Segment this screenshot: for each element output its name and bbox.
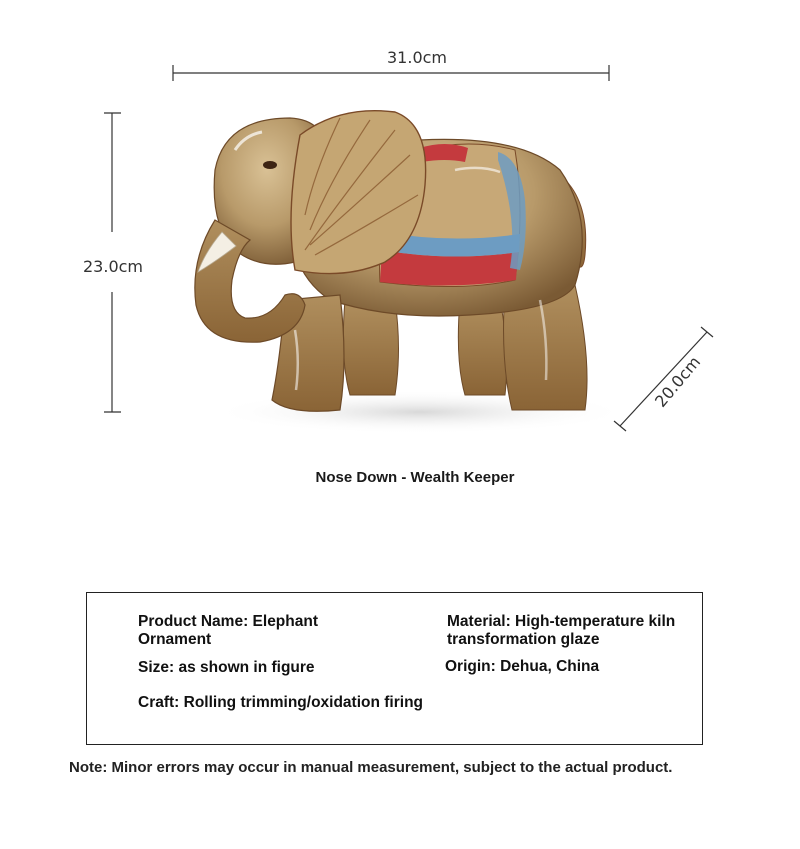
elephant-ornament-image: [195, 111, 630, 434]
width-dimension-label: 31.0cm: [384, 48, 450, 68]
spec-material: Material: High-temperature kiln transformation glaze: [447, 613, 676, 648]
spec-box: [86, 592, 703, 745]
spec-craft: Craft: Rolling trimming/oxidation firing: [138, 694, 424, 711]
spec-origin: Origin: Dehua, China: [445, 658, 600, 675]
depth-dimension-line: [614, 327, 713, 431]
spec-product-name: Product Name: Elephant Ornament: [138, 613, 318, 648]
product-caption: Nose Down - Wealth Keeper: [315, 469, 515, 486]
measurement-note: Note: Minor errors may occur in manual measurement, subject to the actual product.: [69, 759, 673, 776]
depth-dimension-label: 20.0cm: [650, 351, 706, 413]
height-dimension-label: 23.0cm: [80, 257, 146, 277]
spec-size: Size: as shown in figure: [138, 659, 315, 676]
